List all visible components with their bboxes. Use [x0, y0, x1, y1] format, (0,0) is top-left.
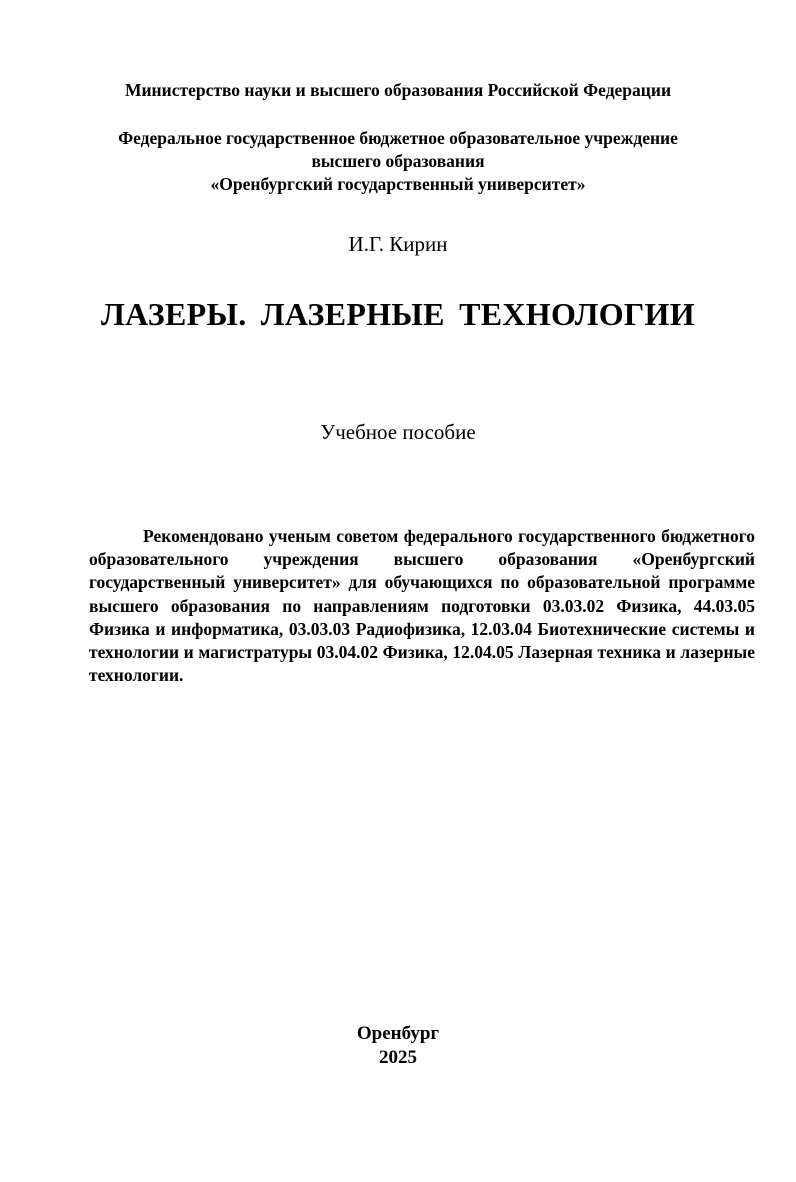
- institution-line-2: высшего образования: [311, 151, 485, 171]
- book-subtitle: Учебное пособие: [320, 420, 476, 444]
- publication-year: 2025: [379, 1047, 417, 1068]
- institution-line-3: «Оренбургский государственный университет»: [210, 174, 586, 194]
- publication-city: Оренбург: [356, 1023, 440, 1044]
- institution-line-1: Федеральное государственное бюджетное образовательное учреждение: [118, 128, 678, 148]
- author-name: И.Г. Кирин: [348, 232, 448, 256]
- recommendation-paragraph: Рекомендовано ученым советом федерального государственного бюджетного образовательного учреждения высшего образования «Оренбургский государственный университет» для обучающихся по образовательной программе высшего образования по направлениям подготовки 03.03.02 Физика, 44.03.05 Физика и информатика, 03.03.03 Радиофизика, 12.03.04 Биотехнические системы и технологии и магистратуры 03.04.02 Физика, 12.04.05 Лазерная техника и лазерные технологии.: [89, 526, 755, 686]
- institution-block: [0, 127, 796, 196]
- book-title: ЛАЗЕРЫ. ЛАЗЕРНЫЕ ТЕХНОЛОГИИ: [101, 296, 695, 332]
- ministry-name: Министерство науки и высшего образования Российской Федерации: [124, 80, 672, 100]
